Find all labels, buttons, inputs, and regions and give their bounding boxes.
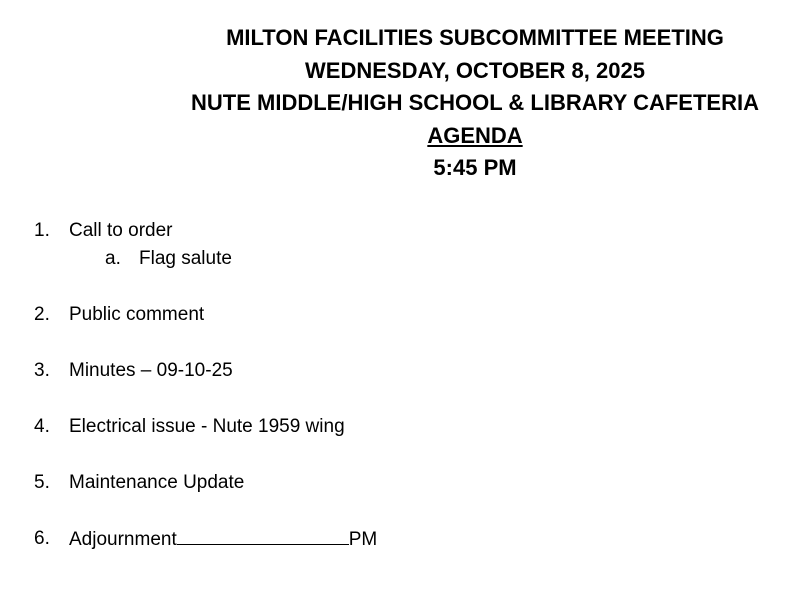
agenda-subitem-letter: a. — [105, 248, 121, 269]
meeting-time: 5:45 PM — [433, 155, 517, 180]
agenda-item-number: 5. — [34, 472, 50, 493]
agenda-item-number: 2. — [34, 304, 50, 325]
agenda-item-text: Public comment — [69, 304, 205, 325]
agenda-heading: AGENDA — [427, 122, 523, 148]
agenda-item-text: Call to order — [69, 220, 173, 241]
agenda-item-number: 3. — [34, 360, 50, 381]
agenda-item-text: Minutes – 09-10-25 — [69, 360, 233, 381]
agenda-item-number: 4. — [34, 416, 50, 437]
agenda-item-text: Electrical issue - Nute 1959 wing — [69, 416, 345, 437]
meeting-title: MILTON FACILITIES SUBCOMMITTEE MEETING — [226, 25, 724, 50]
agenda-item-number: 1. — [34, 220, 50, 241]
agenda-item-text: Maintenance Update — [69, 472, 245, 493]
meeting-location: NUTE MIDDLE/HIGH SCHOOL & LIBRARY CAFETERIA — [191, 90, 759, 115]
agenda-item-suffix: PM — [348, 529, 378, 550]
agenda-item-number: 6. — [34, 528, 50, 549]
time-blank-line — [177, 528, 349, 545]
meeting-date: WEDNESDAY, OCTOBER 8, 2025 — [305, 57, 645, 83]
agenda-item-text: Adjournment — [69, 529, 177, 550]
agenda-item-adjournment — [69, 528, 377, 551]
agenda-subitem-text: Flag salute — [139, 248, 232, 269]
